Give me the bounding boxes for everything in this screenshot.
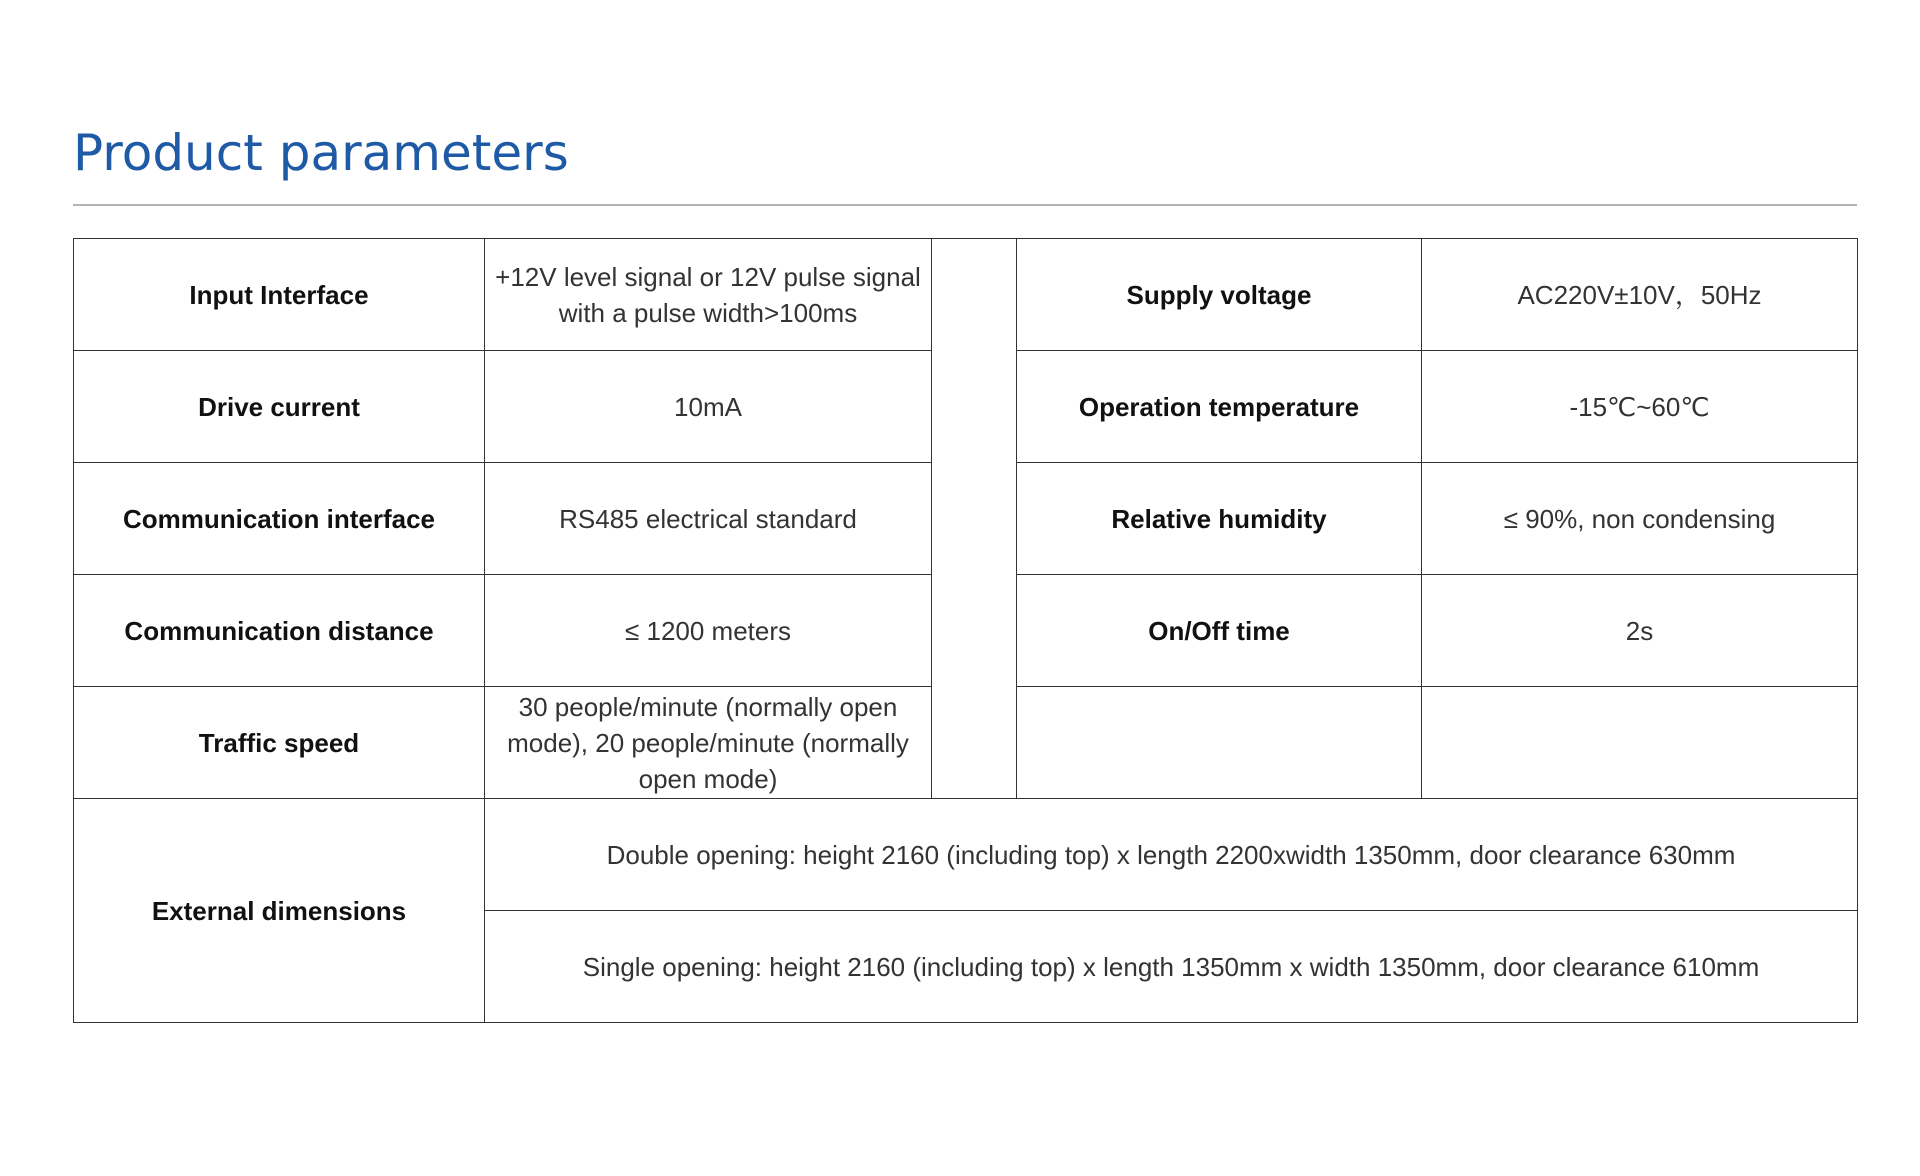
page-title: Product parameters	[73, 124, 569, 182]
table-row	[74, 799, 1858, 911]
param-value: +12V level signal or 12V pulse signal with a pulse width>100ms	[485, 239, 932, 351]
param-value	[1422, 687, 1858, 799]
param-label: Relative humidity	[1017, 463, 1422, 575]
param-value: 30 people/minute (normally open mode), 20 people/minute (normally open mode)	[485, 687, 932, 799]
column-spacer	[932, 239, 1017, 799]
title-divider	[73, 204, 1857, 206]
param-label: Communication interface	[74, 463, 485, 575]
param-value: 2s	[1422, 575, 1858, 687]
param-value: -15℃~60℃	[1422, 351, 1858, 463]
param-label: External dimensions	[74, 799, 485, 1023]
param-label: Input Interface	[74, 239, 485, 351]
param-label: Operation temperature	[1017, 351, 1422, 463]
product-parameters-table	[73, 238, 1858, 1023]
param-label	[1017, 687, 1422, 799]
param-label: Communication distance	[74, 575, 485, 687]
table-row	[74, 239, 1858, 351]
param-value: ≤ 1200 meters	[485, 575, 932, 687]
param-value: Double opening: height 2160 (including top) x length 2200xwidth 1350mm, door clearance 630mm	[485, 799, 1858, 911]
param-value: ≤ 90%, non condensing	[1422, 463, 1858, 575]
param-label: Traffic speed	[74, 687, 485, 799]
param-label: On/Off time	[1017, 575, 1422, 687]
param-label: Drive current	[74, 351, 485, 463]
param-label: Supply voltage	[1017, 239, 1422, 351]
param-value: 10mA	[485, 351, 932, 463]
param-value: RS485 electrical standard	[485, 463, 932, 575]
param-value: AC220V±10V，50Hz	[1422, 239, 1858, 351]
param-value: Single opening: height 2160 (including top) x length 1350mm x width 1350mm, door clearance 610mm	[485, 911, 1858, 1023]
